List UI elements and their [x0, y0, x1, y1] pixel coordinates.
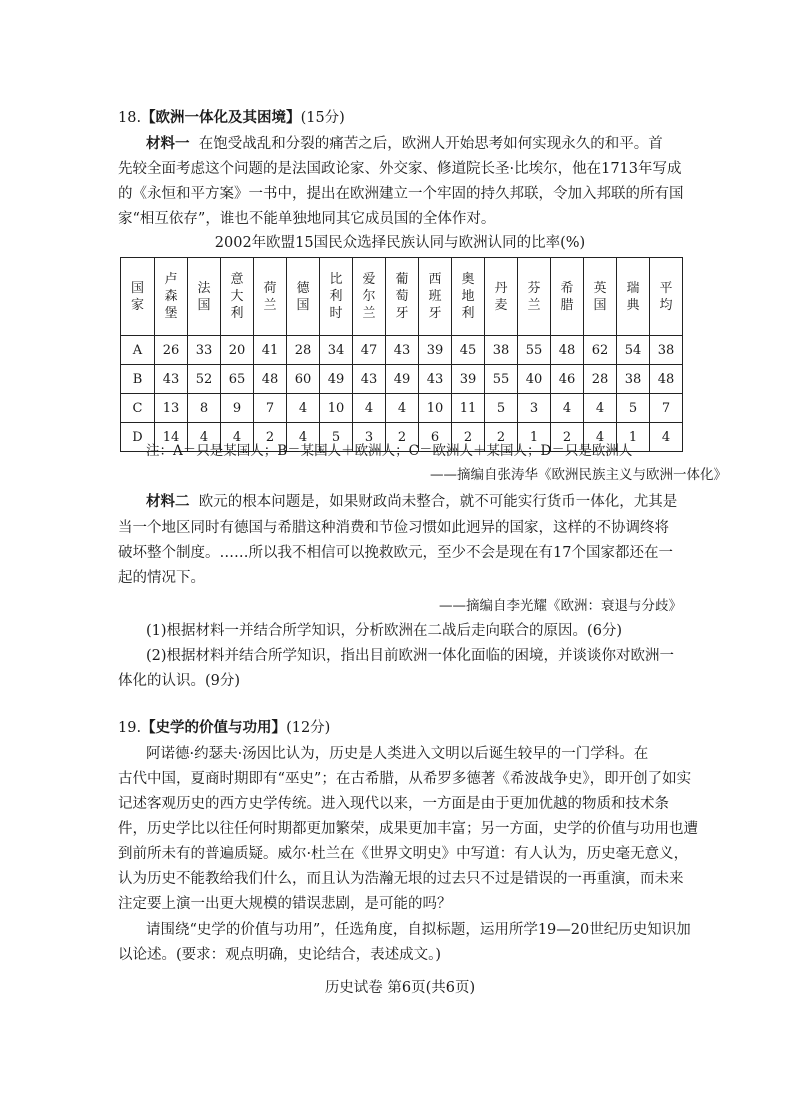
header-country: 西 班 牙: [419, 258, 452, 336]
header-country: 爱 尔 兰: [353, 258, 386, 336]
table-cell: 5: [617, 394, 650, 423]
header-country: 瑞 典: [617, 258, 650, 336]
table-cell: 43: [419, 365, 452, 394]
table-cell: 3: [518, 394, 551, 423]
table-cell: 62: [584, 336, 617, 365]
table-cell: 4: [386, 394, 419, 423]
table-cell: 52: [188, 365, 221, 394]
q19-line-6: 认为历史不能教给我们什么，而且认为浩瀚无垠的过去只不过是错误的一再重演，而未来: [118, 871, 684, 887]
table-cell: 9: [221, 394, 254, 423]
table-cell: 49: [386, 365, 419, 394]
q18-subquestion-2-line-2: 体化的认识。(9分): [118, 673, 241, 689]
table-cell: 4: [551, 394, 584, 423]
table-cell: 2: [452, 423, 485, 452]
table-cell: 45: [452, 336, 485, 365]
table-cell: 13: [155, 394, 188, 423]
header-country: 意 大 利: [221, 258, 254, 336]
table-cell: 48: [254, 365, 287, 394]
header-country: 葡 萄 牙: [386, 258, 419, 336]
table-cell: 43: [386, 336, 419, 365]
q19-line-1: 阿诺德·约瑟夫·汤因比认为，历史是人类进入文明以后诞生较早的一门学科。在: [146, 746, 649, 762]
table-cell: 55: [518, 336, 551, 365]
table-cell: 4: [353, 394, 386, 423]
q19-task-line-1: 请围绕“史学的价值与功用”，任选角度，自拟标题，运用所学19—20世纪历史知识加: [146, 922, 691, 938]
header-country: 比 利 时: [320, 258, 353, 336]
q19-title: 【史学的价值与功用】: [141, 719, 287, 736]
header-country: 丹 麦: [485, 258, 518, 336]
header-country: 法 国: [188, 258, 221, 336]
table-cell: 47: [353, 336, 386, 365]
page-footer: 历史试卷 第6页(共6页): [324, 980, 476, 996]
table-cell: 39: [452, 365, 485, 394]
table-note: 注：A＝只是某国人；B＝某国人＋欧洲人；C＝欧洲人＋某国人；D＝只是欧洲人: [146, 443, 633, 459]
table-cell: 33: [188, 336, 221, 365]
table-row: [121, 365, 683, 394]
header-country: 奥 地 利: [452, 258, 485, 336]
table-cell: 5: [485, 394, 518, 423]
table-cell: 43: [353, 365, 386, 394]
header-country: 英 国: [584, 258, 617, 336]
q18-material1-line-4: 家“相互依存”，谁也不能单独地同其它成员国的全体作对。: [118, 211, 496, 227]
table-cell: 43: [155, 365, 188, 394]
table-cell: 28: [287, 336, 320, 365]
table-row: [121, 336, 683, 365]
header-country-label: 国 家: [121, 258, 155, 336]
q19-number: 19.: [118, 720, 142, 736]
table-cell: 2: [551, 423, 584, 452]
row-category: A: [121, 336, 155, 365]
table-cell: 48: [551, 336, 584, 365]
q18-material1-line-3: 的《永恒和平方案》一书中，提出在欧洲建立一个牢固的持久邦联，令加入邦联的所有国: [118, 186, 684, 202]
q18-number: 18.: [118, 110, 142, 126]
table-cell: 28: [584, 365, 617, 394]
header-country: 芬 兰: [518, 258, 551, 336]
q18-material1-line-2: 先较全面考虑这个问题的是法国政论家、外交家、修道院长圣·比埃尔，他在1713年写成: [118, 161, 682, 177]
table-cell: 2: [485, 423, 518, 452]
table-cell: 4: [287, 394, 320, 423]
table-cell: 10: [419, 394, 452, 423]
table-row: [121, 394, 683, 423]
q19-line-3: 记述客观历史的西方史学传统。进入现代以来，一方面是由于更加优越的物质和技术条: [118, 796, 669, 812]
q18-material1-line-1: [146, 134, 663, 154]
table-cell: 65: [221, 365, 254, 394]
table-cell: 20: [221, 336, 254, 365]
table-cell: 38: [617, 365, 650, 394]
table-cell: 3: [353, 423, 386, 452]
table-cell: 5: [320, 423, 353, 452]
table-cell: 38: [485, 336, 518, 365]
table-source: ——摘编自张涛华《欧洲民族主义与欧洲一体化》: [430, 467, 727, 483]
q18-material2-line-4: 起的情况下。: [118, 570, 205, 586]
table-cell: 14: [155, 423, 188, 452]
q18-heading: [118, 108, 345, 128]
q19-line-7: 注定要上演一出更大规模的错误悲剧，是可能的吗？: [118, 896, 452, 912]
table-cell: 6: [419, 423, 452, 452]
header-country: 德 国: [287, 258, 320, 336]
table-cell: 46: [551, 365, 584, 394]
identity-ratio-table: [120, 257, 683, 452]
table-cell: 11: [452, 394, 485, 423]
header-country: 荷 兰: [254, 258, 287, 336]
material1-label: 材料一: [146, 135, 190, 152]
table-cell: 54: [617, 336, 650, 365]
q19-line-4: 件，历史学比以往任何时期都更加繁荣，成果更加丰富；另一方面，史学的价值与功用也遭: [118, 821, 698, 837]
table-header-row: [121, 258, 683, 336]
table-cell: 10: [320, 394, 353, 423]
table-cell: 1: [617, 423, 650, 452]
q18-material2-line-3: 破坏整个制度。……所以我不相信可以挽救欧元，至少不会是现在有17个国家都还在一: [118, 545, 673, 561]
table-cell: 1: [518, 423, 551, 452]
header-country: 希 腊: [551, 258, 584, 336]
table-cell: 48: [650, 365, 683, 394]
q18-material2-line-1: [146, 492, 677, 512]
material2-source: ——摘编自李光耀《欧洲：衰退与分歧》: [439, 598, 682, 614]
table-cell: 7: [254, 394, 287, 423]
table-cell: 4: [287, 423, 320, 452]
q19-line-2: 古代中国，夏商时期即有“巫史”；在古希腊，从希罗多德著《希波战争史》，即开创了如实: [118, 771, 692, 787]
header-country: 卢 森 堡: [155, 258, 188, 336]
q18-subquestion-1: (1)根据材料一并结合所学知识，分析欧洲在二战后走向联合的原因。(6分): [146, 623, 623, 639]
table-cell: 60: [287, 365, 320, 394]
material1-text: 在饱受战乱和分裂的痛苦之后，欧洲人开始思考如何实现永久的和平。首: [198, 136, 663, 152]
row-category: B: [121, 365, 155, 394]
q19-heading: [118, 718, 330, 738]
table-cell: 4: [221, 423, 254, 452]
table-body: [121, 258, 683, 452]
header-country: 平 均: [650, 258, 683, 336]
row-category: C: [121, 394, 155, 423]
table-cell: 41: [254, 336, 287, 365]
table-cell: 40: [518, 365, 551, 394]
table-cell: 8: [188, 394, 221, 423]
table-cell: 4: [584, 423, 617, 452]
table-cell: 7: [650, 394, 683, 423]
row-category: D: [121, 423, 155, 452]
table-cell: 4: [650, 423, 683, 452]
q19-line-5: 到前所未有的普遍质疑。威尔·杜兰在《世界文明史》中写道：有人认为，历史毫无意义，: [118, 846, 689, 862]
table-cell: 4: [188, 423, 221, 452]
q18-score: (15分): [300, 110, 345, 126]
material2-text: 欧元的根本问题是，如果财政尚未整合，就不可能实行货币一体化，尤其是: [198, 494, 678, 510]
table-cell: 34: [320, 336, 353, 365]
table-title: 2002年欧盟15国民众选择民族认同与欧洲认同的比率(%): [214, 235, 586, 251]
q19-task-line-2: 以论述。(要求：观点明确，史论结合，表述成文。): [118, 947, 442, 963]
q18-title: 【欧洲一体化及其困境】: [141, 109, 301, 126]
q18-subquestion-2-line-1: (2)根据材料并结合所学知识，指出目前欧洲一体化面临的困境，并谈谈你对欧洲一: [146, 648, 675, 664]
material2-label: 材料二: [146, 493, 190, 510]
table-cell: 55: [485, 365, 518, 394]
table-cell: 2: [386, 423, 419, 452]
table-cell: 26: [155, 336, 188, 365]
table-cell: 38: [650, 336, 683, 365]
table-cell: 49: [320, 365, 353, 394]
table-cell: 39: [419, 336, 452, 365]
q19-score: (12分): [286, 720, 331, 736]
table-cell: 4: [584, 394, 617, 423]
q18-material2-line-2: 当一个地区同时有德国与希腊这种消费和节俭习惯如此迥异的国家，这样的不协调终将: [118, 520, 669, 536]
table-cell: 2: [254, 423, 287, 452]
